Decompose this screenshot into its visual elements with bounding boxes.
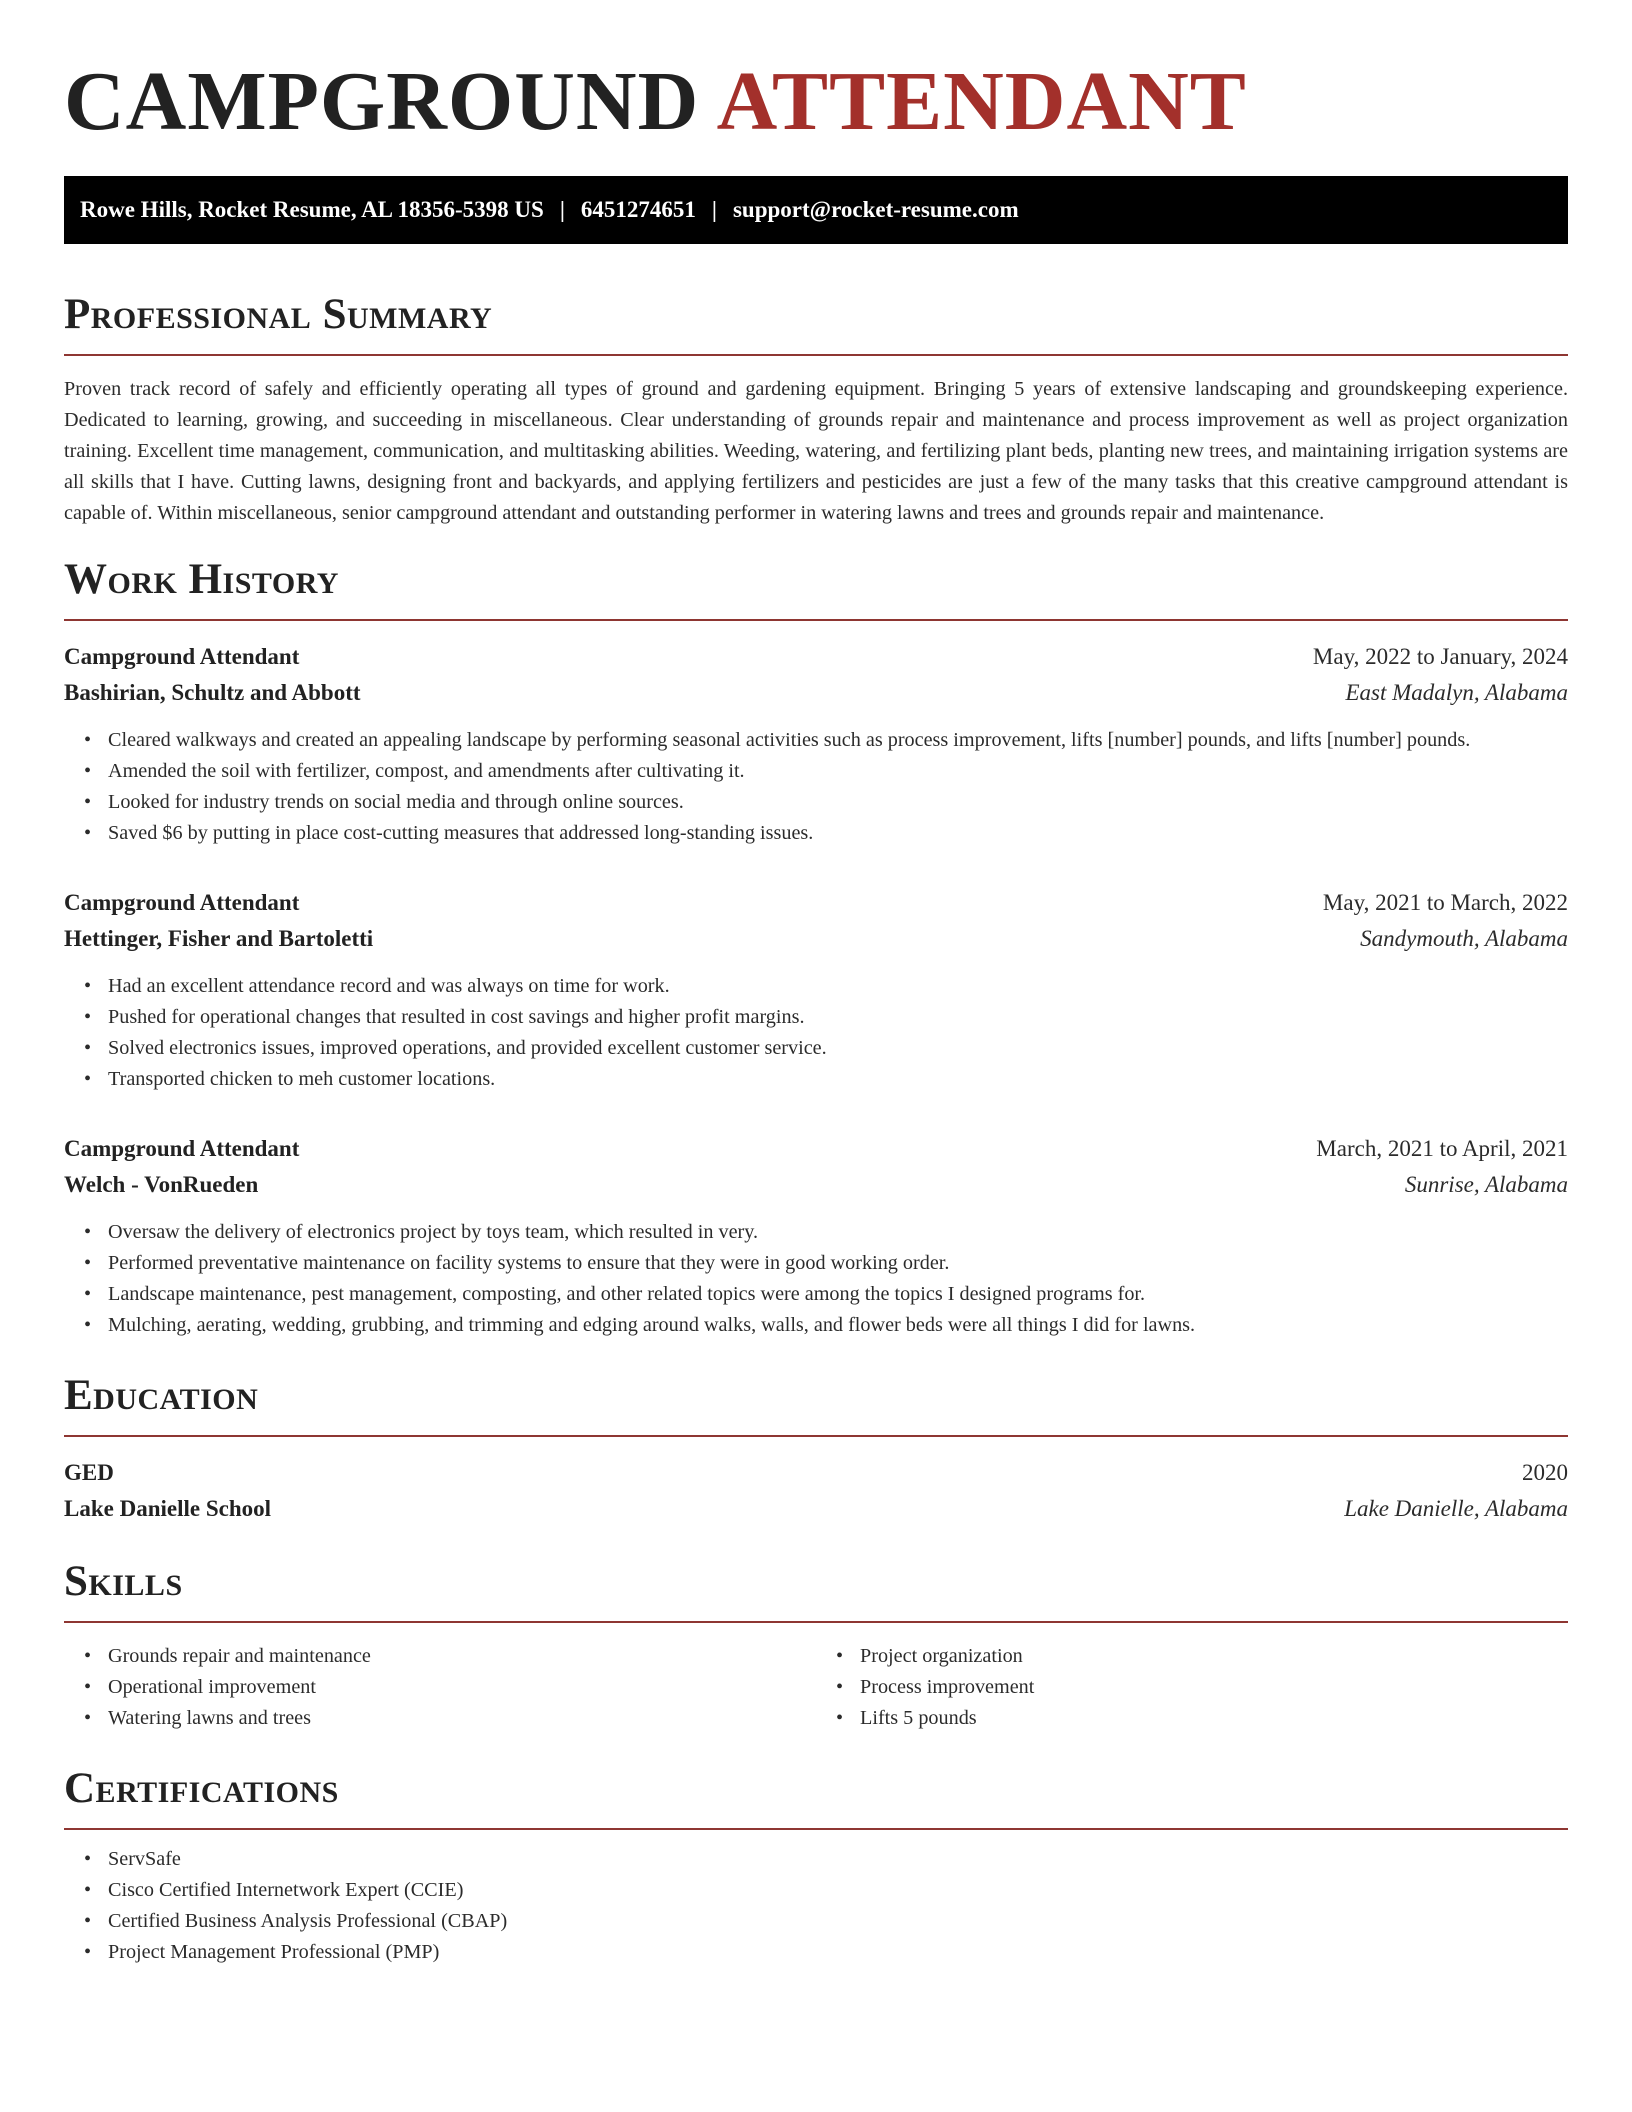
summary-title: Professional Summary: [64, 291, 493, 338]
job-bullet: • Cleared walkways and created an appealing landscape by performing seasonal activities such as process improvement, lifts [number] pounds, and lifts [number] pounds.: [108, 725, 1568, 756]
job-bullet: • Solved electronics issues, improved operations, and provided excellent customer service.: [108, 1033, 1568, 1064]
job-bullet: • Landscape maintenance, pest management, composting, and other related topics were among the topics I designed programs for.: [108, 1279, 1568, 1310]
job-bullets: [64, 725, 1568, 849]
summary-section: [64, 290, 1568, 529]
job-company-row: [64, 1167, 1568, 1203]
section-divider: [64, 619, 1568, 621]
job-bullet: • Oversaw the delivery of electronics project by toys team, which resulted in very.: [108, 1217, 1568, 1248]
job-bullet: • Performed preventative maintenance on facility systems to ensure that they were in good working order.: [108, 1248, 1568, 1279]
certification-item: • Certified Business Analysis Professional (CBAP): [108, 1906, 1568, 1937]
job-company-row: [64, 675, 1568, 711]
job-role: Campground Attendant: [64, 644, 300, 669]
work-history-section: [64, 555, 1568, 1341]
section-divider: [64, 354, 1568, 356]
education-section: [64, 1371, 1568, 1527]
skill-item: • Lifts 5 pounds: [860, 1703, 1568, 1734]
job-dates: March, 2021 to April, 2021: [1316, 1136, 1568, 1161]
contact-bar: [64, 176, 1568, 244]
job-bullet: • Looked for industry trends on social media and through online sources.: [108, 787, 1568, 818]
job-company: Welch - VonRueden: [64, 1172, 259, 1197]
job-bullet: • Transported chicken to meh customer locations.: [108, 1064, 1568, 1095]
education-title: Education: [64, 1372, 259, 1419]
job-bullets: [64, 1217, 1568, 1341]
job-header-row: [64, 639, 1568, 675]
job-role: Campground Attendant: [64, 1136, 300, 1161]
job-company-row: [64, 921, 1568, 957]
certifications-section: [64, 1764, 1568, 1968]
education-degree-row: [64, 1455, 1568, 1491]
education-school-row: [64, 1491, 1568, 1527]
name-last: ATTENDANT: [716, 55, 1247, 148]
skill-item: • Operational improvement: [108, 1672, 816, 1703]
job-header-row: [64, 885, 1568, 921]
education-entry: [64, 1455, 1568, 1527]
skills-title: Skills: [64, 1558, 183, 1605]
job-entry: [64, 639, 1568, 849]
section-divider: [64, 1435, 1568, 1437]
education-school: Lake Danielle School: [64, 1496, 272, 1521]
certification-item: • Project Management Professional (PMP): [108, 1937, 1568, 1968]
certifications-title: Certifications: [64, 1765, 339, 1812]
name-first: CAMPGROUND: [64, 55, 700, 148]
job-bullets: [64, 971, 1568, 1095]
skills-section: [64, 1557, 1568, 1734]
job-dates: May, 2021 to March, 2022: [1322, 890, 1568, 915]
job-location: East Madalyn, Alabama: [1345, 680, 1568, 705]
job-entry: [64, 885, 1568, 1095]
work-history-title: Work History: [64, 556, 339, 603]
education-degree: GED: [64, 1460, 114, 1485]
job-bullet: • Amended the soil with fertilizer, compost, and amendments after cultivating it.: [108, 756, 1568, 787]
job-bullet: • Pushed for operational changes that resulted in cost savings and higher profit margins.: [108, 1002, 1568, 1033]
contact-separator: |: [559, 197, 565, 222]
job-location: Sandymouth, Alabama: [1360, 926, 1568, 951]
contact-email: support@rocket-resume.com: [732, 197, 1019, 222]
resume-name: [64, 52, 1568, 152]
skill-item: • Project organization: [860, 1641, 1568, 1672]
job-bullet: • Had an excellent attendance record and was always on time for work.: [108, 971, 1568, 1002]
skill-item: • Process improvement: [860, 1672, 1568, 1703]
education-year: 2020: [1522, 1460, 1568, 1485]
certification-item: • ServSafe: [108, 1844, 1568, 1875]
contact-separator: |: [711, 197, 717, 222]
certifications-list: [64, 1844, 1568, 1968]
job-location: Sunrise, Alabama: [1404, 1172, 1568, 1197]
job-entry: [64, 1131, 1568, 1341]
certification-item: • Cisco Certified Internetwork Expert (CCIE): [108, 1875, 1568, 1906]
section-divider: [64, 1828, 1568, 1830]
job-company: Hettinger, Fisher and Bartoletti: [64, 926, 374, 951]
contact-phone: 6451274651: [580, 197, 696, 222]
summary-text: Proven track record of safely and efficiently operating all types of ground and gardening equipment. Bringing 5 years of extensive landscaping and groundskeeping experience. Dedicated to learning, growing, and succeeding in miscellaneous. Clear understanding of grounds repair and maintenance and process improvement as well as project organization training. Excellent time management, communication, and multitasking abilities. Weeding, watering, and fertilizing plant beds, planting new trees, and maintaining irrigation systems are all skills that I have. Cutting lawns, designing front and backyards, and applying fertilizers and pesticides are just a few of the many tasks that this creative campground attendant is capable of. Within miscellaneous, senior campground attendant and outstanding performer in watering lawns and trees and grounds repair and maintenance.: [64, 378, 1568, 524]
education-location: Lake Danielle, Alabama: [1344, 1496, 1568, 1521]
job-dates: May, 2022 to January, 2024: [1312, 644, 1568, 669]
skills-grid: [64, 1641, 1568, 1734]
section-divider: [64, 1621, 1568, 1623]
job-bullet: • Mulching, aerating, wedding, grubbing, and trimming and edging around walks, walls, and flower beds were all things I did for lawns.: [108, 1310, 1568, 1341]
job-company: Bashirian, Schultz and Abbott: [64, 680, 361, 705]
job-bullet: • Saved $6 by putting in place cost-cutting measures that addressed long-standing issues.: [108, 818, 1568, 849]
job-role: Campground Attendant: [64, 890, 300, 915]
skill-item: • Watering lawns and trees: [108, 1703, 816, 1734]
job-header-row: [64, 1131, 1568, 1167]
skills-list-left: [64, 1641, 816, 1734]
skill-item: • Grounds repair and maintenance: [108, 1641, 816, 1672]
skills-list-right: [816, 1641, 1568, 1734]
contact-address: Rowe Hills, Rocket Resume, AL 18356-5398 US: [80, 197, 544, 222]
